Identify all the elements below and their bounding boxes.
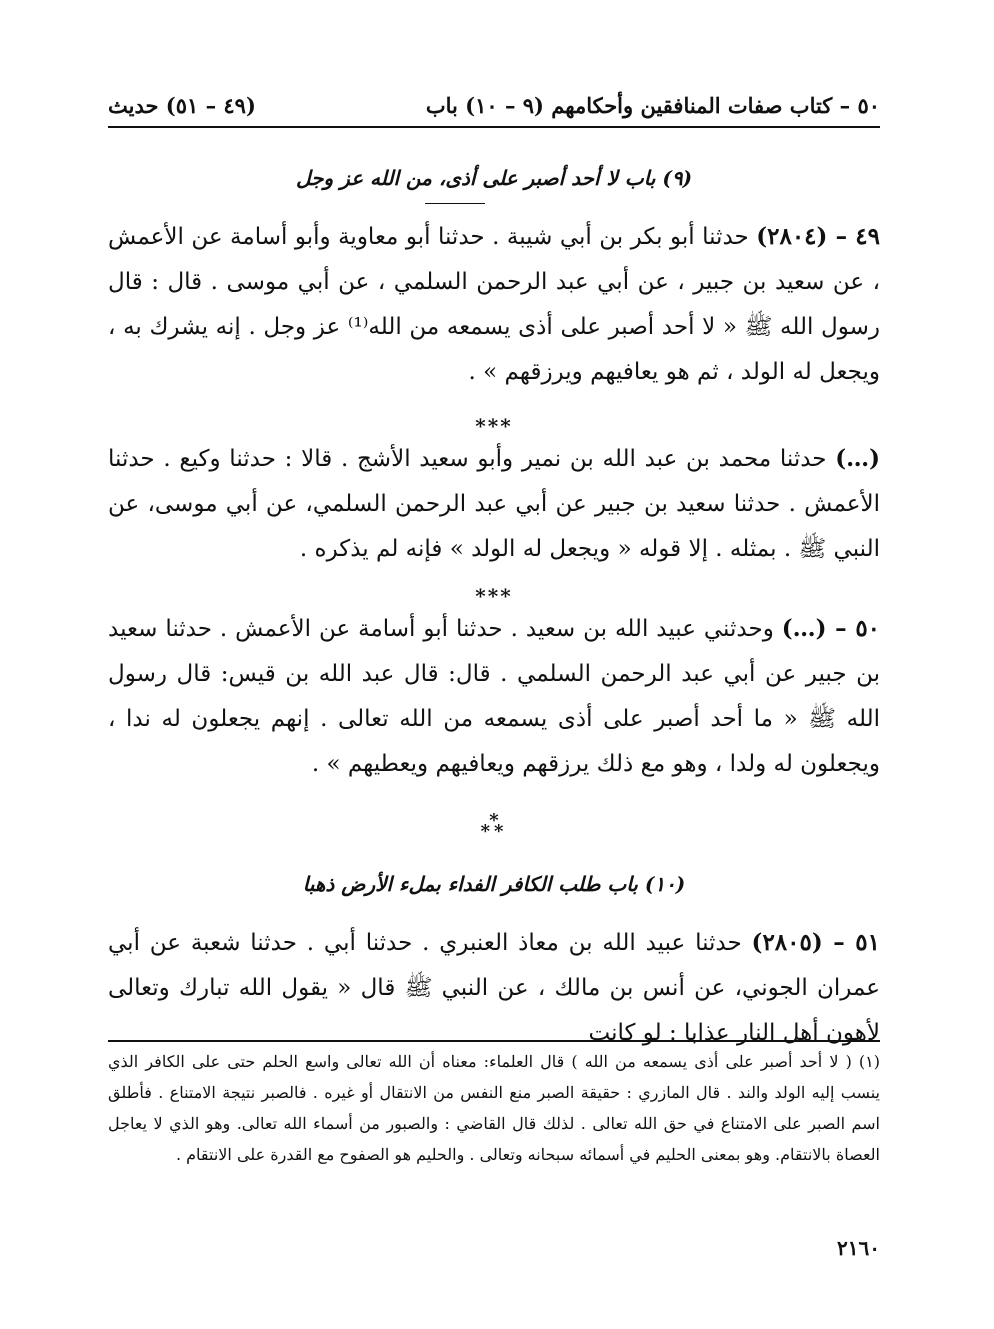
- footnote: (١) ( لا أحد أصبر على أذى يسمعه من الله ) قال العلماء: معناه أن الله تعالى واسع الحلم حتى على الكافر الذي ينسب إليه الولد والند . قال المازري : حقيقة الصبر منع النفس من الانتقال أو غيره . فالصبر نتيجة الامتناع . فأطلق اسم الصبر على الامتناع في حق الله تعالى . لذلك قال القاضي : والصبور من أسماء الله تعالى. وهو الذي لا يعاجل العصاة بالانتقام. وهو بمعنى الحليم في أسمائه سبحانه وتعالى . والحليم هو الصفوح مع القدرة على الانتقام .: [108, 1052, 880, 1164]
- page-number: ٢١٦٠: [837, 1236, 880, 1260]
- header-chapter: ٥٠ – كتاب صفات المنافقين وأحكامهم (٩ – ١٠) باب: [425, 92, 880, 118]
- header-hadith-range: (٤٩ – ٥١) حديث: [108, 92, 256, 118]
- hadith-text: حدثنا عبيد الله بن معاذ العنبري . حدثنا أبي . حدثنا شعبة عن أبي عمران الجوني، عن أنس بن مالك ، عن النبي ﷺ قال « يقول الله تبارك وتعالى لأهون أهل النار عذابا : لو كانت: [108, 930, 880, 1046]
- hadith-number: ٥١ – (٢٨٠٥): [751, 929, 881, 956]
- book-page: ٥٠ – كتاب صفات المنافقين وأحكامهم (٩ – ١٠) باب (٤٩ – ٥١) حديث (٩) باب لا أحد أصبر على أذى، من الله عز وجل ٤٩ – (٢٨٠٤) حدثنا أبو بكر بن أبي شيبة . حدثنا أبو معاوية وأبو أسامة عن الأعمش ، عن سعيد بن جبير ، عن أبي عبد الرحمن السلمي ، عن أبي موسى . قال : قال رسول الله ﷺ « لا أحد أصبر على أذى يسمعه من الله⁽¹⁾ عز وجل . إنه يشرك به ، ويجعل له الولد ، ثم هو يعافيهم ويرزقهم » . *** (…) حدثنا محمد بن عبد الله بن نمير وأبو سعيد الأشج . قالا : حدثنا وكيع . حدثنا الأعمش . حدثنا سعيد بن جبير عن أبي عبد الرحمن السلمي، عن أبي موسى، عن النبي ﷺ . بمثله . إلا قوله « ويجعل له الولد » فإنه لم يذكره . *** ٥٠ – (…) وحدثني عبيد الله بن سعيد . حدثنا أبو أسامة عن الأعمش . حدثنا سعيد بن جبير عن أبي عبد الرحمن السلمي . قال: قال عبد الله بن قيس: قال رسول الله ﷺ « ما أحد أصبر على أذى يسمعه من الله تعالى . إنهم يجعلون له ندا ، ويجعلون له ولدا ، وهو مع ذلك يرزقهم ويعافيهم ويعطيهم » . * ** (١٠) باب طلب الكافر الفداء بملء الأرض ذهبا ٥١ – (٢٨٠٥) حدثنا عبيد الله بن معاذ العنبري . حدثنا أبي . حدثنا شعبة عن أبي عمران الجوني، عن أنس بن مالك ، عن النبي ﷺ قال « يقول الله تبارك وتعالى لأهون أهل النار عذابا : لو كانت (١) ( لا أحد أصبر على أذى يسمعه من الله ) قال العلماء: معناه أن الله تعالى واسع الحلم حتى على الكافر الذي ينسب إليه الولد والند . قال المازري : حقيقة الصبر منع النفس من الانتقال أو غيره . فالصبر نتيجة الامتناع . فأطلق اسم الصبر على الامتناع في حق الله تعالى . لذلك قال القاضي : والصبور من أسماء الله تعالى. وهو الذي لا يعاجل العصاة بالانتقام. وهو بمعنى الحليم في أسمائه سبحانه وتعالى . والحليم هو الصفوح مع القدرة على الانتقام . ٢١٦٠: [0, 0, 994, 1329]
- hadith-number: (…): [835, 445, 880, 472]
- header-rule: [108, 126, 880, 128]
- section-title-9: (٩) باب لا أحد أصبر على أذى، من الله عز وجل: [295, 166, 693, 190]
- section-title-underline: [425, 203, 485, 204]
- hadith-49-variant: [108, 436, 880, 572]
- hadith-number: ٤٩ – (٢٨٠٤): [756, 223, 880, 250]
- running-header: [108, 84, 880, 126]
- hadith-49: [108, 214, 880, 395]
- section-title-10: (١٠) باب طلب الكافر الفداء بملء الأرض ذهبا: [302, 872, 686, 896]
- separator-stars: ***: [475, 584, 513, 608]
- hadith-text: حدثنا أبو بكر بن أبي شيبة . حدثنا أبو معاوية وأبو أسامة عن الأعمش ، عن سعيد بن جبير ، عن أبي عبد الرحمن السلمي ، عن أبي موسى . قال : قال رسول الله ﷺ « لا أحد أصبر على أذى يسمعه من الله⁽¹⁾ عز وجل . إنه يشرك به ، ويجعل له الولد ، ثم هو يعافيهم ويرزقهم » .: [108, 224, 881, 385]
- hadith-text: حدثنا محمد بن عبد الله بن نمير وأبو سعيد الأشج . قالا : حدثنا وكيع . حدثنا الأعمش . حدثنا سعيد بن جبير عن أبي عبد الرحمن السلمي، عن أبي موسى، عن النبي ﷺ . بمثله . إلا قوله « ويجعل له الولد » فإنه لم يذكره .: [108, 446, 880, 562]
- hadith-text: وحدثني عبيد الله بن سعيد . حدثنا أبو أسامة عن الأعمش . حدثنا سعيد بن جبير عن أبي عبد الرحمن السلمي . قال: قال عبد الله بن قيس: قال رسول الله ﷺ « ما أحد أصبر على أذى يسمعه من الله تعالى . إنهم يجعلون له ندا ، ويجعلون له ولدا ، وهو مع ذلك يرزقهم ويعافيهم ويعطيهم » .: [108, 616, 880, 777]
- hadith-50: [108, 606, 880, 787]
- footnote-rule: [108, 1040, 880, 1042]
- separator-stars: ***: [475, 414, 513, 438]
- hadith-number: ٥٠ – (…): [781, 615, 881, 642]
- hadith-51: [108, 920, 880, 1056]
